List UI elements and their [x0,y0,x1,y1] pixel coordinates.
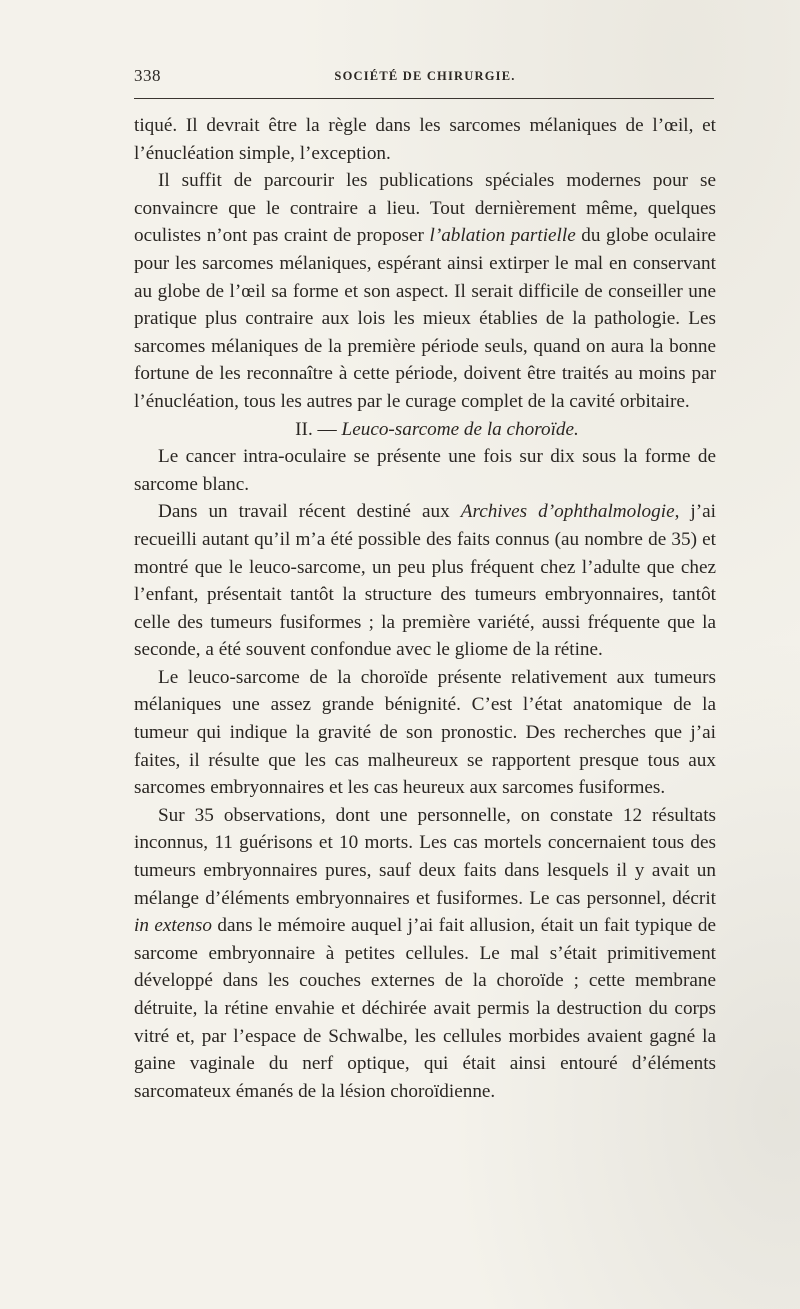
paragraph-cancer-intra-oculaire: Le cancer intra-oculaire se présente une fois sur dix sous la forme de sarcome blanc. [134,446,716,495]
paragraph-observations: Sur 35 observations, dont une personnelle, on constate 12 résultats inconnus, 11 guérisons et 10 morts. Les cas mortels concernaient tous des tumeurs embryonnaires pures, sauf deux faits dans lesquels il y avait un mélange d’éléments embryonnaires et fusiformes. Le cas personnel, décrit in extenso dans le mémoire auquel j’ai fait allusion, était un fait typique de sarcome embryonnaire à petites cellules. Le mal s’était primitivement développé dans les couches externes de la choroïde ; cette membrane détruite, la rétine envahie et déchirée avait permis la destruction du corps vitré et, par l’espace de Schwalbe, les cellules morbides avaient gagné la gaine vaginale du nerf optique, qui était ainsi entouré d’éléments sarcomateux émanés de la lésion choroïdienne. [134,804,716,1102]
paragraph-continuation: tiqué. Il devrait être la règle dans les sarcomes mélaniques de l’œil, et l’énucléation simple, l’exception. [134,115,716,164]
section-title: Leuco-sarcome de la choroïde. [341,418,579,440]
section-heading [134,416,716,444]
body-text [134,112,716,1105]
emphasis-in-extenso: in extenso [134,915,212,937]
section-number: II. — [295,418,342,440]
emphasis-archives: Archives d’ophthalmologie [460,501,675,523]
page-number: 338 [134,66,161,85]
header-rule [134,98,714,99]
paragraph-travail-recent: Dans un travail récent destiné aux Archives d’ophthalmologie, j’ai recueilli autant qu’il m’a été possible des faits connus (au nombre de 35) et montré que le leuco-sarcome, un peu plus fréquent chez l’adulte que chez l’enfant, présentait tantôt la structure des tumeurs embryonnaires, tantôt celle des tumeurs fusiformes ; la première variété, aussi fréquente que la seconde, a été souvent confondue avec le gliome de la rétine. [134,501,716,661]
paragraph-benignite: Le leuco-sarcome de la choroïde présente relativement aux tumeurs mélaniques une assez grande bénignité. C’est l’état anatomique de la tumeur qui indique la gravité de son pronostic. Des recherches que j’ai faites, il résulte que les cas malheureux se rapportent presque tous aux sarcomes embryonnaires et les cas heureux aux sarcomes fusiformes. [134,666,716,799]
page-header [134,66,716,90]
running-title: SOCIÉTÉ DE CHIRURGIE. [334,69,516,83]
paragraph-publications: Il suffit de parcourir les publications spéciales modernes pour se convaincre que le contraire a lieu. Tout dernièrement même, quelques oculistes n’ont pas craint de proposer l’ablation partielle du globe oculaire pour les sarcomes mélaniques, espérant ainsi extirper le mal en conservant au globe de l’œil sa forme et son aspect. Il serait difficile de conseiller une pratique plus contraire aux lois les mieux établies de la pathologie. Les sarcomes mélaniques de la première période seuls, quand on aura la bonne fortune de les reconnaître à cette période, doivent être traités au moins par l’énucléation, tous les autres par le curage complet de la cavité orbitaire. [134,170,716,412]
emphasis-ablation-partielle: l’ablation partielle [429,225,576,247]
